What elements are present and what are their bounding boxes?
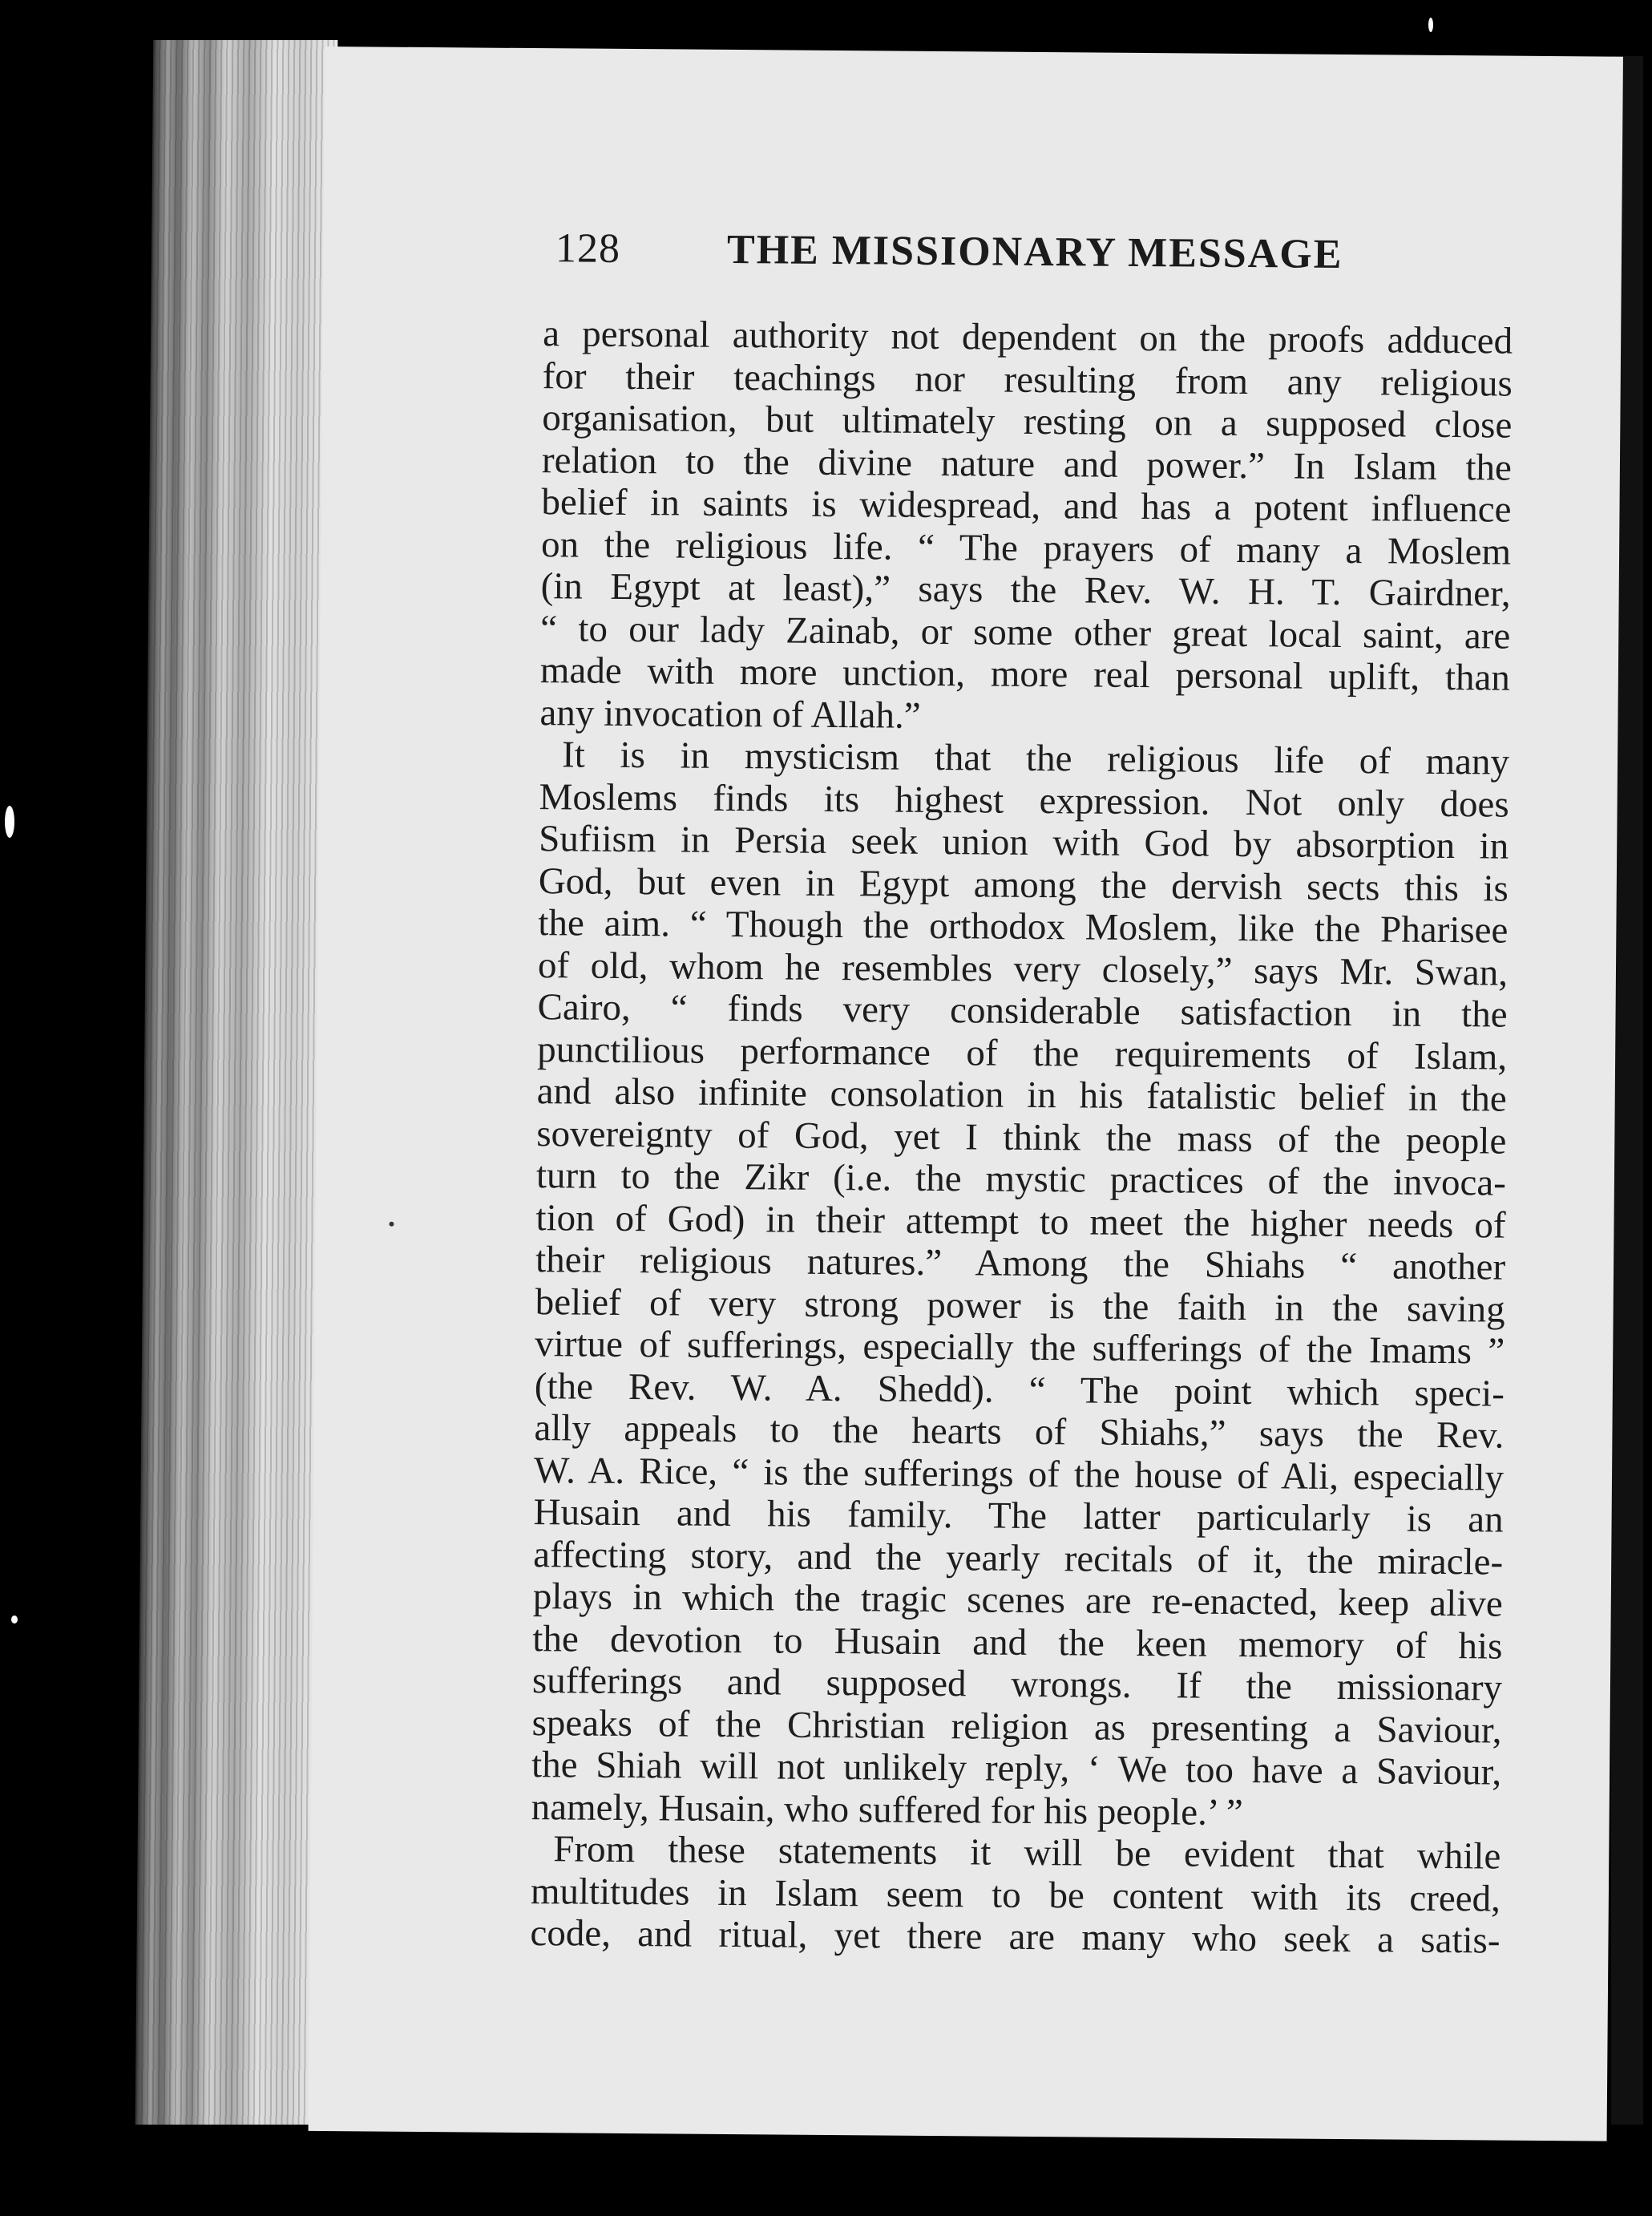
text-line: Cairo, “ finds very considerable satisfaction in the — [537, 986, 1508, 1036]
text-line: organisation, but ultimately resting on a supposed close — [542, 397, 1513, 447]
scan-speck — [389, 1222, 394, 1227]
text-line: on the religious life. “ The prayers of many a Moslem — [540, 523, 1512, 573]
text-line: It is in mysticism that the religious life of many — [561, 734, 1510, 783]
page-header — [555, 224, 1517, 279]
text-line: (in Egypt at least),” says the Rev. W. H. T. Gairdner, — [540, 565, 1511, 615]
text-line: speaks of the Christian religion as presenting a Saviour, — [531, 1701, 1502, 1752]
text-line: belief of very strong power is the faith in the saving — [535, 1280, 1505, 1331]
text-line: (the Rev. W. A. Shedd). “ The point which speci- — [534, 1365, 1505, 1415]
text-line: namely, Husain, who suffered for his people.’ ” — [531, 1785, 1243, 1834]
scan-speck — [5, 806, 14, 838]
scan-speck — [1428, 18, 1433, 32]
text-line: Husain and his family. The latter particularly is an — [533, 1491, 1504, 1541]
page-edges — [135, 40, 338, 2125]
text-line: virtue of sufferings, especially the sufferings of the Imams ” — [535, 1323, 1505, 1373]
text-line: plays in which the tragic scenes are re-enacted, keep alive — [532, 1575, 1503, 1625]
text-line: From these statements it will be evident that while — [553, 1828, 1501, 1878]
text-line: W. A. Rice, “ is the sufferings of the house of Ali, especially — [533, 1449, 1505, 1499]
text-line: made with more unction, more real personal uplift, than — [539, 649, 1511, 699]
text-line: ally appeals to the hearts of Shiahs,” says the Rev. — [534, 1407, 1505, 1457]
text-line: any invocation of Allah.” — [539, 691, 921, 737]
text-line: Moslems finds its highest expression. Not only does — [539, 775, 1509, 826]
text-line: punctilious performance of the requirements of Islam, — [536, 1028, 1508, 1078]
text-line: the aim. “ Though the orthodox Moslem, like the Pharisee — [538, 902, 1509, 952]
text-line: code, and ritual, yet there are many who seek a satis- — [530, 1912, 1501, 1962]
scan-speck — [11, 1615, 18, 1624]
body-text — [530, 313, 1513, 1962]
text-line: the devotion to Husain and the keen memory of his — [532, 1617, 1503, 1668]
text-line: multitudes in Islam seem to be content with its creed, — [530, 1870, 1501, 1920]
text-line: turn to the Zikr (i.e. the mystic practices of the invoca- — [535, 1155, 1507, 1204]
text-line: sovereignty of God, yet I think the mass of the people — [536, 1112, 1507, 1163]
text-line: affecting story, and the yearly recitals of it, the miracle- — [533, 1533, 1504, 1583]
page-edge-lines — [135, 40, 338, 2125]
text-line: belief in saints is widespread, and has a potent influence — [541, 481, 1512, 531]
text-line: relation to the divine nature and power.” In Islam the — [541, 439, 1513, 489]
text-line: “ to our lady Zainab, or some other great local saint, are — [540, 607, 1511, 657]
text-line: tion of God) in their attempt to meet the higher needs of — [535, 1196, 1506, 1247]
text-line: for their teachings nor resulting from any religious — [542, 354, 1513, 405]
book-page — [309, 47, 1623, 2141]
text-line: God, but even in Egypt among the dervish sects this is — [538, 859, 1509, 910]
running-title: THE MISSIONARY MESSAGE — [726, 226, 1343, 277]
text-line: of old, whom he resembles very closely,” says Mr. Swan, — [537, 944, 1509, 994]
text-line: and also infinite consolation in his fatalistic belief in the — [536, 1070, 1507, 1120]
text-line: sufferings and supposed wrongs. If the missionary — [531, 1660, 1503, 1709]
text-line: Sufiism in Persia seek union with God by absorption in — [539, 818, 1509, 867]
text-line: the Shiah will not unlikely reply, ‘ We too have a Saviour, — [531, 1744, 1502, 1793]
text-line: their religious natures.” Among the Shiahs “ another — [535, 1239, 1506, 1288]
text-line: a personal authority not dependent on the proofs adduced — [542, 313, 1513, 362]
page-number: 128 — [555, 225, 621, 272]
